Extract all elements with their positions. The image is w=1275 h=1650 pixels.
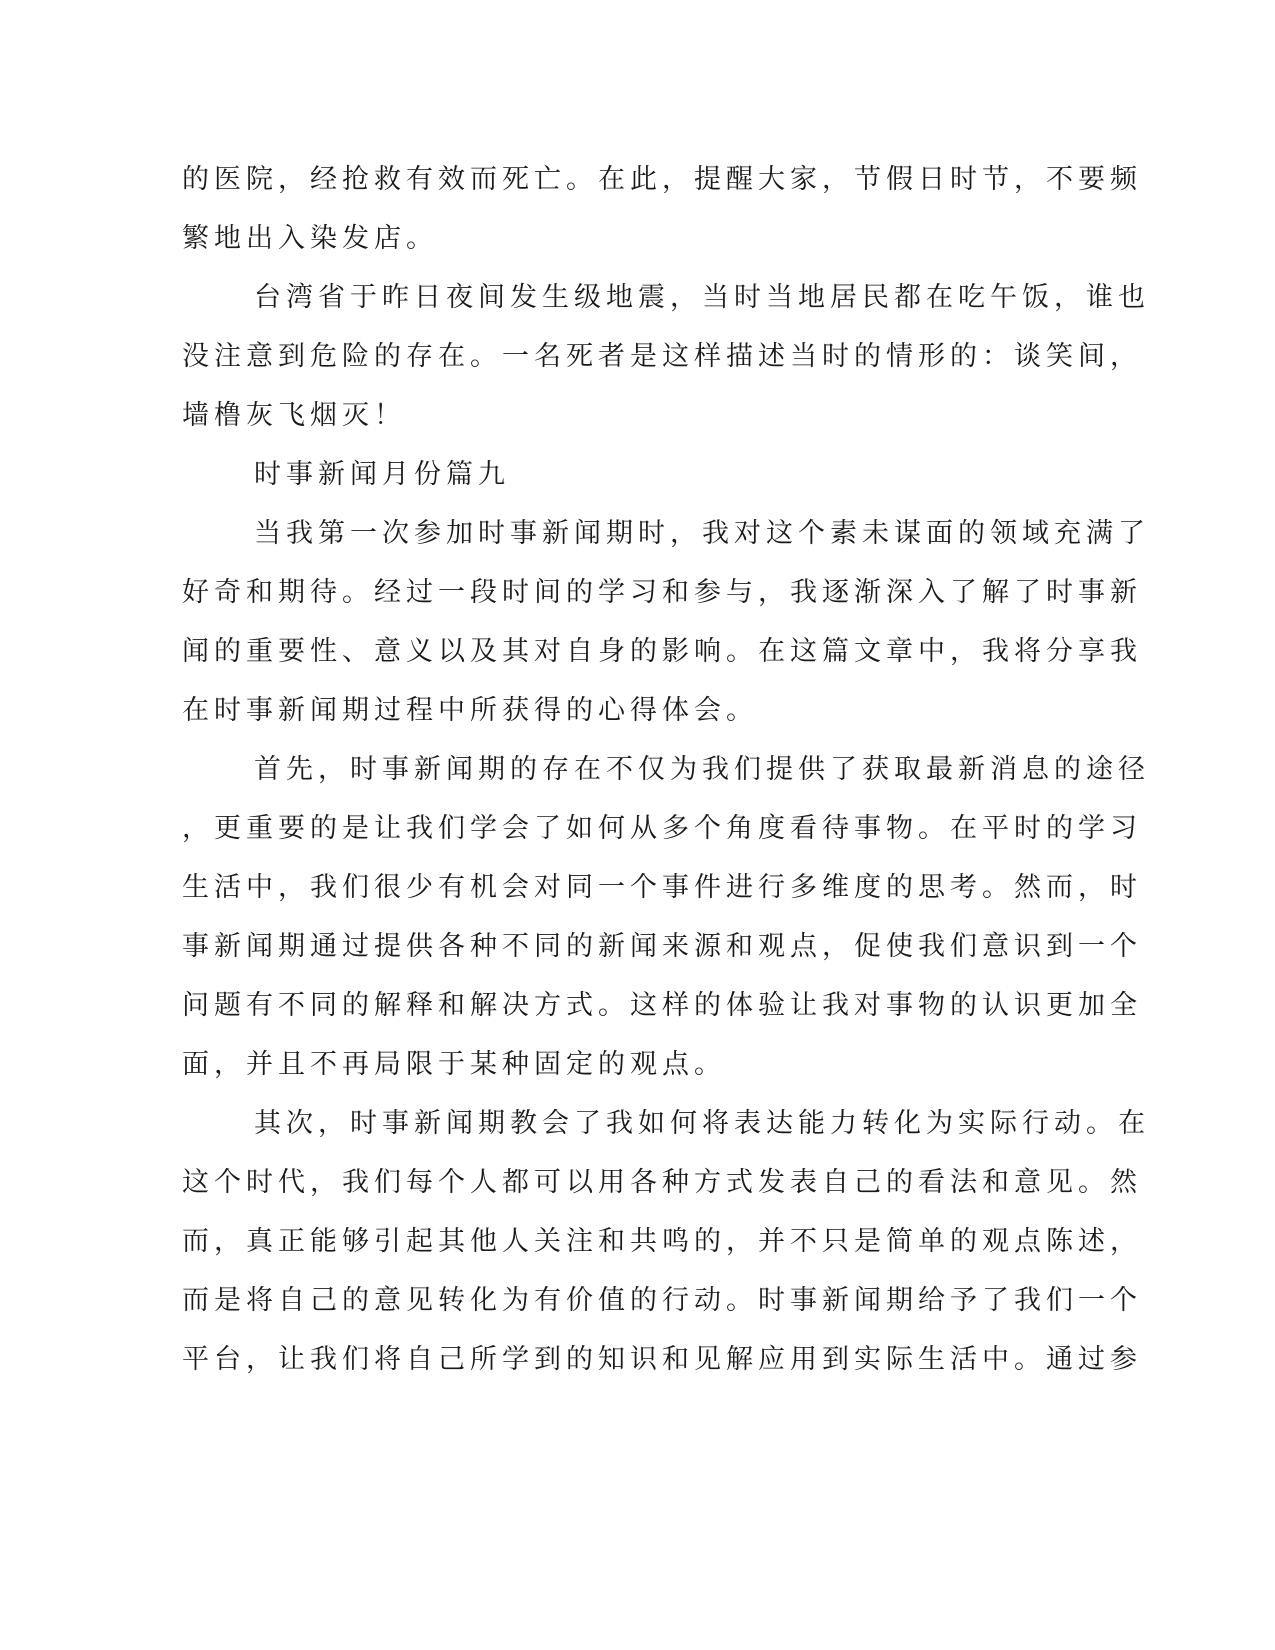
text-line: 事新闻期通过提供各种不同的新闻来源和观点，促使我们意识到一个: [182, 931, 1142, 962]
text-line: 当我第一次参加时事新闻期时，我对这个素未谋面的领域充满了: [254, 518, 1150, 549]
text-line: 首先，时事新闻期的存在不仅为我们提供了获取最新消息的途径: [254, 754, 1150, 785]
section-heading: 时事新闻月份篇九: [254, 459, 510, 490]
text-line: 没注意到危险的存在。一名死者是这样描述当时的情形的：谈笑间，: [182, 341, 1142, 372]
text-line: 而，真正能够引起其他人关注和共鸣的，并不只是简单的观点陈述，: [182, 1226, 1142, 1257]
text-line: 繁地出入染发店。: [182, 223, 438, 254]
text-line: 问题有不同的解释和解决方式。这样的体验让我对事物的认识更加全: [182, 990, 1142, 1021]
text-line: 而是将自己的意见转化为有价值的行动。时事新闻期给予了我们一个: [182, 1285, 1142, 1316]
text-line: 在时事新闻期过程中所获得的心得体会。: [182, 695, 758, 726]
text-line: 好奇和期待。经过一段时间的学习和参与，我逐渐深入了解了时事新: [182, 577, 1142, 608]
text-line: ，更重要的是让我们学会了如何从多个角度看待事物。在平时的学习: [182, 813, 1142, 844]
text-line: 其次，时事新闻期教会了我如何将表达能力转化为实际行动。在: [254, 1108, 1150, 1139]
text-line: 生活中，我们很少有机会对同一个事件进行多维度的思考。然而，时: [182, 872, 1142, 903]
text-line: 面，并且不再局限于某种固定的观点。: [182, 1049, 726, 1080]
document-body: [182, 150, 1150, 1389]
text-line: 的医院，经抢救有效而死亡。在此，提醒大家，节假日时节，不要频: [182, 164, 1142, 195]
text-line: 台湾省于昨日夜间发生级地震，当时当地居民都在吃午饭，谁也: [254, 282, 1150, 313]
text-line: 墙橹灰飞烟灭！: [182, 400, 406, 431]
text-line: 平台，让我们将自己所学到的知识和见解应用到实际生活中。通过参: [182, 1344, 1142, 1375]
text-line: 闻的重要性、意义以及其对自身的影响。在这篇文章中，我将分享我: [182, 636, 1142, 667]
text-line: 这个时代，我们每个人都可以用各种方式发表自己的看法和意见。然: [182, 1167, 1142, 1198]
